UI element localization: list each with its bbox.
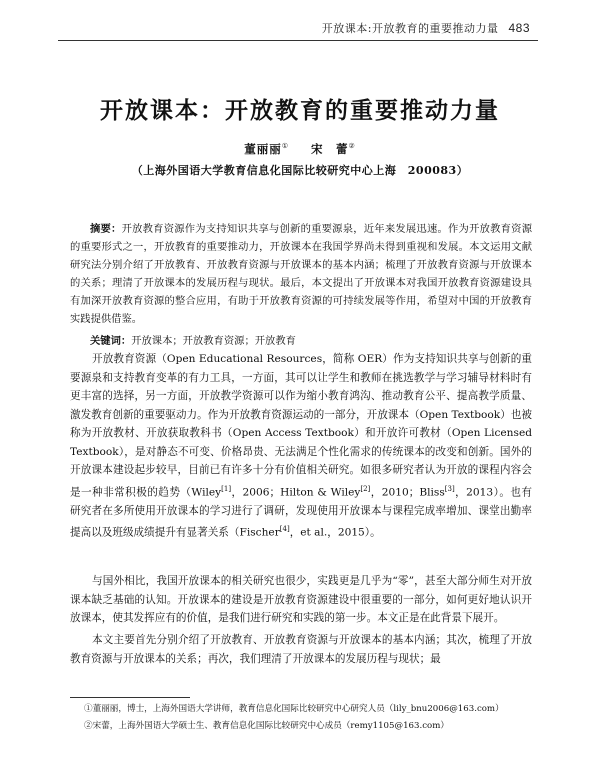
footnote-1: ①董丽丽，博士，上海外国语大学讲师，教育信息化国际比较研究中心研究人员（lily_bnu2006@163.com） <box>84 704 504 714</box>
author-2-mark: ② <box>348 142 356 151</box>
running-header <box>322 20 530 36</box>
footnotes <box>70 703 532 737</box>
footnote-2: ②宋蕾，上海外国语大学硕士生、教育信息化国际比较研究中心成员（remy1105@163.com） <box>84 721 449 731</box>
p1-text-d: ，2013）。也有研究者在多所使用开放课本的学习进行了调研，发现使用开放课本与课程完成率增加、课堂出勤率提高以及班级成绩提升有显著关系（Fischer <box>70 486 532 539</box>
keywords <box>70 333 532 349</box>
p1-text-a: 开放教育资源（Open Educational Resources，简称 OER）作为支持知识共享与创新的重要源泉和支持教育变革的有力工具，一方面，其可以让学生和教师在挑选教学与学习辅导材料时有更丰富的选择，另一方面，开放教学资源可以作为缩小教育鸿沟、推动教育公平、提高教学质量、激发教育创新的重要驱动力。作为开放教育资源运动的一部分，开放课本（Open Textbook）也被称为开放教材、开放获取教科书（Open Access Textbook）和开放许可教材（Open Licensed Textbook），是对静态不可变、价格昂贵、无法满足个性化需求的传统课本的改变和创新。国外的开放课本建设起步较早，目前已有许多十分有价值相关研究。如很多研究者认为开放的课程内容会是一种非常积极的趋势（Wiley <box>70 353 532 499</box>
abstract <box>70 220 532 328</box>
body-paragraph-2: 与国外相比，我国开放课本的相关研究也很少，实践更是几乎为“零”，甚至大部分师生对开放课本缺乏基础的认知。开放课本的建设是开放教育资源建设中很重要的一部分，如何更好地认识开放课本，使其发挥应有的价值，是我们进行研究和实践的第一步。本文正是在此背景下展开。 <box>70 575 532 624</box>
abstract-text: 开放教育资源作为支持知识共享与创新的重要源泉，近年来发展迅速。作为开放教育资源的重要形式之一，开放教育的重要推动力，开放课本在我国学界尚未得到重视和发展。本文运用文献研究法分别介绍了开放教育、开放教育资源与开放课本的基本内涵；梳理了开放教育资源与开放课本的关系；理清了开放课本的发展历程与现状。最后，本文提出了开放课本对我国开放教育资源建设具有加深开放教育资源的整合应用，有助于开放教育资源的可持续发展等作用，希望对中国的开放教育实践提供借鉴。 <box>70 223 533 325</box>
p1-text-b: ，2006；Hilton & Wiley <box>231 486 361 499</box>
author-line <box>0 141 600 157</box>
body-paragraph-3: 本文主要首先分别介绍了开放教育、开放教育资源与开放课本的基本内涵；其次，梳理了开放教育资源与开放课本的关系；再次，我们理清了开放课本的发展历程与现状；最 <box>70 634 532 665</box>
header-rule <box>58 40 538 41</box>
p1-text-c: ，2010；Bliss <box>370 486 445 499</box>
p1-text-e: ，et al.，2015）。 <box>289 526 381 539</box>
footnote-rule <box>70 697 190 698</box>
affiliation: （上海外国语大学教育信息化国际比较研究中心上海 200083） <box>131 164 469 177</box>
author-1: 董丽丽 <box>244 142 282 156</box>
keywords-label: 关键词： <box>90 335 132 347</box>
running-header-title: 开放课本:开放教育的重要推动力量 <box>321 22 499 35</box>
body-paragraph-1 <box>70 350 532 542</box>
citation-2[interactable]: [2] <box>360 484 371 493</box>
citation-1[interactable]: [1] <box>221 484 232 493</box>
citation-4[interactable]: [4] <box>279 525 290 534</box>
keywords-text: 开放课本；开放教育资源；开放教育 <box>131 335 296 347</box>
author-1-mark: ① <box>281 142 289 151</box>
page-number: 483 <box>508 21 530 35</box>
abstract-label: 摘要： <box>90 223 122 235</box>
article-title: 开放课本：开放教育的重要推动力量 <box>100 97 500 124</box>
author-2: 宋 蕾 <box>311 142 349 156</box>
citation-3[interactable]: [3] <box>444 484 455 493</box>
